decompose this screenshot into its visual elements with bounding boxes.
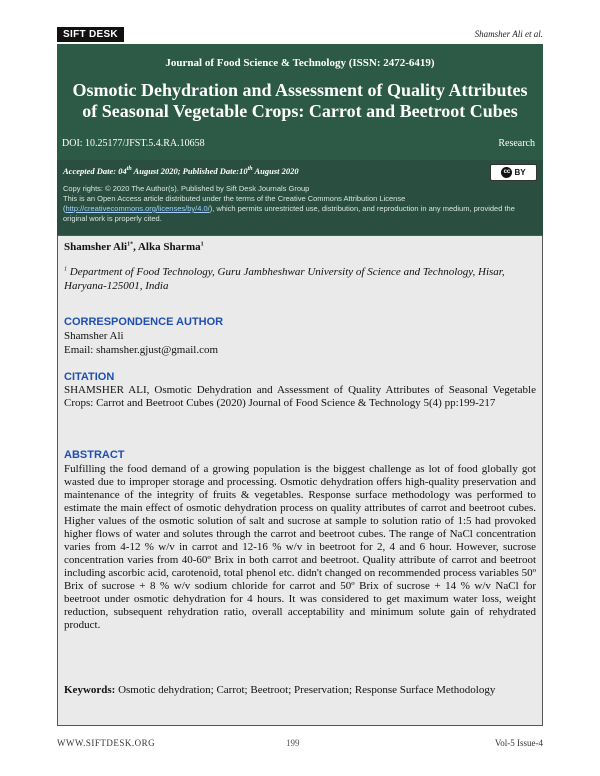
volume-issue: Vol-5 Issue-4 (494, 738, 543, 748)
author-affiliation-mark: 1* (127, 241, 134, 248)
correspondence-email[interactable]: Email: shamsher.gjust@gmail.com (64, 344, 219, 356)
keywords (64, 684, 536, 697)
page-number: 199 (286, 738, 300, 748)
cc-icon: cc (501, 167, 512, 178)
cc-by-license-icon[interactable] (490, 164, 537, 181)
published-date-rest: August 2020 (252, 166, 299, 176)
article-type: Research (498, 138, 535, 149)
accepted-date-prefix: Accepted Date: 04 (63, 166, 127, 176)
sift-desk-badge: SIFT DESK (57, 27, 124, 42)
license-link[interactable]: http://creativecommons.org/licenses/by/4.0/ (65, 204, 210, 213)
author-name: , Alka Sharma (133, 241, 201, 253)
published-date-prefix: August 2020; Published Date:10 (131, 166, 248, 176)
affiliation (64, 265, 534, 293)
by-label: BY (514, 168, 526, 177)
copyright-notice (63, 184, 539, 224)
author-list (64, 241, 204, 253)
abstract-heading: ABSTRACT (64, 449, 125, 461)
keywords-list: Osmotic dehydration; Carrot; Beetroot; Preservation; Response Surface Methodology (115, 684, 496, 696)
correspondence-name: Shamsher Ali (64, 330, 124, 342)
published-date-suffix: th (247, 166, 253, 173)
copyright-line: Copy rights: © 2020 The Author(s). Published by Sift Desk Journals Group (63, 184, 310, 193)
correspondence-heading: CORRESPONDENCE AUTHOR (64, 316, 224, 328)
abstract-text: Fulfilling the food demand of a growing population is the biggest challenge as lot of food globally got wasted due to improper storage and processing. Osmotic dehydration offers high-quality preservation and maintenance of the integrity of fruits & vegetables. Response surface methodology was performed to estimate the main effect of osmotic dehydration process on quality attributes of carrot and beetroot cubes. Higher values of the osmotic solution of salt and sucrose at sample to solution ratio of 1:5 had provoked higher flows of water and solutes through the carrot and beetroot cubes. The range of NaCl concentration varies from 4-12 % w/v in carrot and 12-16 % w/v in beetroot for 2, 4 and 6 hour. However, sucrose concentration varies from 40-60º Brix in both carrot and beetroot. Quality attribute of carrot and beetroot including ascorbic acid, carotenoid, total phenol etc. didn't changed on recommended process variables 50º Brix of sucrose + 8 % w/v sodium chloride for carrot and 50º Brix of sucrose + 14 % w/v NaCl for beetroot under osmotic dehydration for 4 hours. It was considered to get maximum water loss, weight reduction, subsequent rehydration ratio, overall acceptability and minimum solute gain of rehydrated product. (64, 463, 536, 631)
citation-text: SHAMSHER ALI, Osmotic Dehydration and Assessment of Quality Attributes of Seasonal Vegetable Crops: Carrot and Beetroot Cubes (2020) Journal of Food Science & Technology 5(4) pp:199-217 (64, 384, 536, 409)
license-line: This is an Open Access article distributed under the terms of the Creative Commons Attribution License (63, 194, 406, 203)
accepted-date-suffix: th (126, 166, 132, 173)
author-name: Shamsher Ali (64, 241, 128, 253)
author-affiliation-mark: 1 (200, 241, 204, 248)
publication-dates (63, 166, 299, 176)
affiliation-text: Department of Food Technology, Guru Jambheshwar University of Science and Technology, Hisar, Haryana-125001, India (64, 266, 505, 292)
footer-website[interactable]: WWW.SIFTDESK.ORG (57, 738, 156, 748)
citation-heading: CITATION (64, 371, 115, 383)
dates-license-band (57, 160, 543, 235)
license-terms: , which permits unrestricted use, distribution, and reproduction in any medium, provided the original work is properly cited. (63, 204, 515, 223)
affiliation-mark: 1 (64, 266, 67, 273)
doi[interactable]: DOI: 10.25177/JFST.5.4.RA.10658 (62, 138, 205, 149)
running-author-header: Shamsher Ali et al. (474, 29, 543, 39)
keywords-label: Keywords: (64, 684, 116, 696)
license-line-2: (http://creativecommons.org/licenses/by/4.0/), which permits unrestricted use, distribution, and reproduction in any medium, provided the original work is properly cited. (63, 204, 515, 223)
article-title: Osmotic Dehydration and Assessment of Quality Attributes of Seasonal Vegetable Crops: Carrot and Beetroot Cubes (72, 80, 528, 121)
journal-banner (57, 44, 543, 160)
article-summary-box (57, 235, 543, 726)
journal-name: Journal of Food Science & Technology (ISSN: 2472-6419) (165, 57, 435, 69)
